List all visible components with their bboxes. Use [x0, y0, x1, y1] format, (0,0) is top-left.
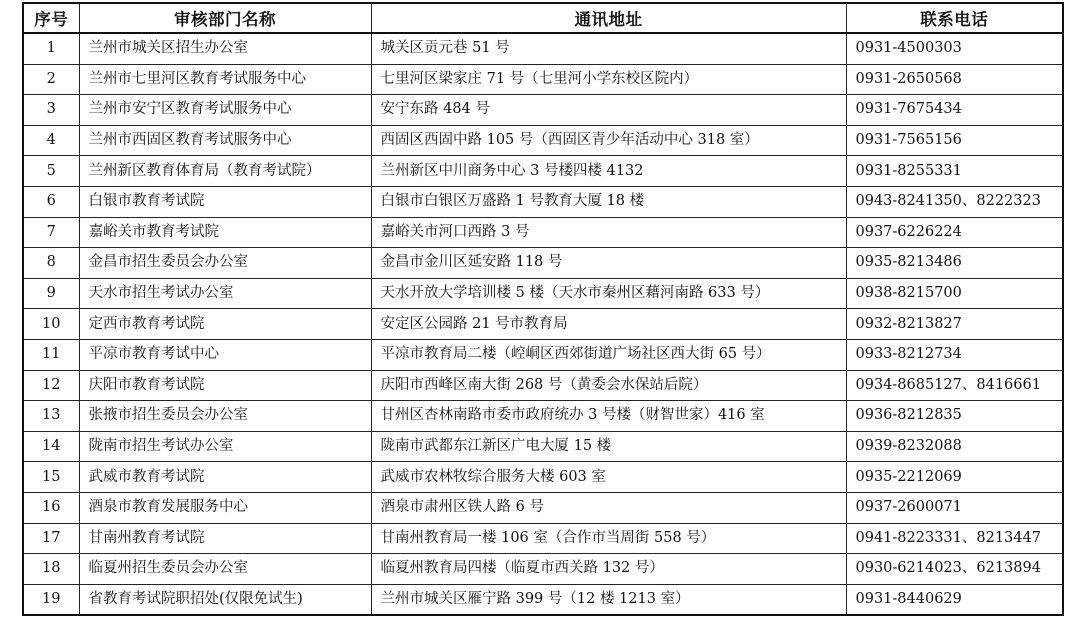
table-row: [23, 186, 1063, 217]
table-row: [23, 64, 1063, 95]
cell-phone: 0931-4500303: [846, 33, 1063, 64]
cell-address: 城关区贡元巷 51 号: [371, 33, 846, 64]
cell-phone: 0934-8685127、8416661: [846, 370, 1063, 401]
cell-address: 天水开放大学培训楼 5 楼（天水市秦州区藉河南路 633 号）: [371, 278, 846, 309]
table-row: [23, 339, 1063, 370]
cell-department: 天水市招生考试办公室: [79, 278, 371, 309]
table-row: [23, 431, 1063, 462]
table-row: [23, 370, 1063, 401]
table-row: [23, 217, 1063, 248]
cell-number: 13: [23, 401, 79, 432]
table-row: [23, 95, 1063, 126]
cell-phone: 0937-2600071: [846, 492, 1063, 523]
cell-department: 武威市教育考试院: [79, 462, 371, 493]
cell-address: 七里河区梁家庄 71 号（七里河小学东校区院内）: [371, 64, 846, 95]
cell-number: 10: [23, 309, 79, 340]
cell-department: 兰州市西固区教育考试服务中心: [79, 125, 371, 156]
cell-phone: 0933-8212734: [846, 339, 1063, 370]
cell-department: 酒泉市教育发展服务中心: [79, 492, 371, 523]
cell-number: 5: [23, 156, 79, 187]
cell-address: 安定区公园路 21 号市教育局: [371, 309, 846, 340]
table-row: [23, 554, 1063, 585]
cell-address: 兰州新区中川商务中心 3 号楼四楼 4132: [371, 156, 846, 187]
cell-department: 兰州市安宁区教育考试服务中心: [79, 95, 371, 126]
cell-number: 16: [23, 492, 79, 523]
cell-department: 甘南州教育考试院: [79, 523, 371, 554]
cell-department: 金昌市招生委员会办公室: [79, 248, 371, 279]
cell-number: 2: [23, 64, 79, 95]
table-row: [23, 309, 1063, 340]
table-row: [23, 33, 1063, 64]
cell-number: 18: [23, 554, 79, 585]
header-number: 序号: [23, 3, 79, 33]
cell-number: 1: [23, 33, 79, 64]
cell-phone: 0939-8232088: [846, 431, 1063, 462]
cell-number: 12: [23, 370, 79, 401]
cell-address: 甘南州教育局一楼 106 室（合作市当周街 558 号）: [371, 523, 846, 554]
cell-phone: 0931-8440629: [846, 584, 1063, 615]
cell-address: 酒泉市肃州区铁人路 6 号: [371, 492, 846, 523]
cell-number: 8: [23, 248, 79, 279]
cell-phone: 0936-8212835: [846, 401, 1063, 432]
cell-department: 平凉市教育考试中心: [79, 339, 371, 370]
contact-table: [22, 2, 1064, 616]
cell-number: 6: [23, 186, 79, 217]
cell-address: 甘州区杏林南路市委市政府统办 3 号楼（财智世家）416 室: [371, 401, 846, 432]
cell-department: 庆阳市教育考试院: [79, 370, 371, 401]
cell-address: 平凉市教育局二楼（崆峒区西郊街道广场社区西大街 65 号）: [371, 339, 846, 370]
cell-address: 庆阳市西峰区南大街 268 号（黄委会水保站后院）: [371, 370, 846, 401]
cell-department: 临夏州招生委员会办公室: [79, 554, 371, 585]
header-address: 通讯地址: [371, 3, 846, 33]
table-row: [23, 248, 1063, 279]
header-phone: 联系电话: [846, 3, 1063, 33]
cell-phone: 0937-6226224: [846, 217, 1063, 248]
table-body: [23, 33, 1063, 615]
table-row: [23, 492, 1063, 523]
cell-phone: 0941-8223331、8213447: [846, 523, 1063, 554]
cell-phone: 0935-8213486: [846, 248, 1063, 279]
cell-number: 4: [23, 125, 79, 156]
cell-department: 省教育考试院职招处(仅限免试生): [79, 584, 371, 615]
cell-phone: 0930-6214023、6213894: [846, 554, 1063, 585]
cell-phone: 0932-8213827: [846, 309, 1063, 340]
cell-address: 临夏州教育局四楼（临夏市西关路 132 号）: [371, 554, 846, 585]
cell-department: 兰州新区教育体育局（教育考试院）: [79, 156, 371, 187]
table-row: [23, 462, 1063, 493]
cell-address: 白银市白银区万盛路 1 号教育大厦 18 楼: [371, 186, 846, 217]
cell-number: 11: [23, 339, 79, 370]
cell-department: 兰州市七里河区教育考试服务中心: [79, 64, 371, 95]
cell-phone: 0943-8241350、8222323: [846, 186, 1063, 217]
table-row: [23, 278, 1063, 309]
cell-phone: 0935-2212069: [846, 462, 1063, 493]
contact-table-container: [22, 2, 1062, 616]
cell-number: 14: [23, 431, 79, 462]
cell-number: 15: [23, 462, 79, 493]
cell-phone: 0938-8215700: [846, 278, 1063, 309]
header-row: [23, 3, 1063, 33]
cell-address: 武威市农林牧综合服务大楼 603 室: [371, 462, 846, 493]
cell-department: 白银市教育考试院: [79, 186, 371, 217]
cell-address: 西固区西固中路 105 号（西固区青少年活动中心 318 室）: [371, 125, 846, 156]
cell-phone: 0931-2650568: [846, 64, 1063, 95]
cell-phone: 0931-7565156: [846, 125, 1063, 156]
cell-address: 兰州市城关区雁宁路 399 号（12 楼 1213 室）: [371, 584, 846, 615]
cell-number: 19: [23, 584, 79, 615]
cell-phone: 0931-7675434: [846, 95, 1063, 126]
cell-number: 17: [23, 523, 79, 554]
cell-department: 嘉峪关市教育考试院: [79, 217, 371, 248]
table-row: [23, 401, 1063, 432]
header-department: 审核部门名称: [79, 3, 371, 33]
cell-number: 9: [23, 278, 79, 309]
cell-number: 3: [23, 95, 79, 126]
table-row: [23, 523, 1063, 554]
table-row: [23, 584, 1063, 615]
table-row: [23, 156, 1063, 187]
cell-phone: 0931-8255331: [846, 156, 1063, 187]
cell-address: 嘉峪关市河口西路 3 号: [371, 217, 846, 248]
table-row: [23, 125, 1063, 156]
cell-department: 张掖市招生委员会办公室: [79, 401, 371, 432]
table-header: [23, 3, 1063, 33]
cell-department: 兰州市城关区招生办公室: [79, 33, 371, 64]
cell-address: 安宁东路 484 号: [371, 95, 846, 126]
cell-address: 金昌市金川区延安路 118 号: [371, 248, 846, 279]
cell-number: 7: [23, 217, 79, 248]
cell-department: 陇南市招生考试办公室: [79, 431, 371, 462]
cell-department: 定西市教育考试院: [79, 309, 371, 340]
cell-address: 陇南市武都东江新区广电大厦 15 楼: [371, 431, 846, 462]
